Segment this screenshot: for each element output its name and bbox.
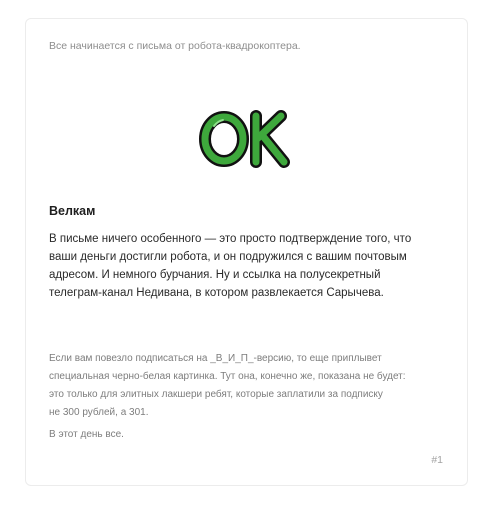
post-heading: Велкам xyxy=(49,204,96,218)
post-number: #1 xyxy=(431,454,443,466)
body-line: ваши деньги достигли робота, и он подружился с вашим почтовым xyxy=(49,251,407,263)
vip-line: это только для элитных лакшери ребят, которые заплатили за подписку xyxy=(49,389,383,400)
post-body xyxy=(49,230,449,302)
ok-sticker xyxy=(196,108,298,170)
body-line: В письме ничего особенного — это просто подтверждение того, что xyxy=(49,233,412,245)
vip-line: не 300 рублей, а 301. xyxy=(49,407,149,418)
body-line: телеграм-канал Недивана, в котором развлекается Сарычева. xyxy=(49,287,384,299)
outro-text: В этот день все. xyxy=(49,429,124,440)
intro-text: Все начинается с письма от робота-квадрокоптера. xyxy=(49,40,301,52)
body-line: адресом. И немного бурчания. Ну и ссылка на полусекретный xyxy=(49,269,381,281)
vip-line: специальная черно-белая картинка. Тут она, конечно же, показана не будет: xyxy=(49,371,406,382)
post-card xyxy=(25,18,468,486)
vip-line: Если вам повезло подписаться на _В_И_П_-версию, то еще приплывет xyxy=(49,353,382,364)
vip-note xyxy=(49,350,459,422)
sticker-label: OK xyxy=(196,108,198,109)
